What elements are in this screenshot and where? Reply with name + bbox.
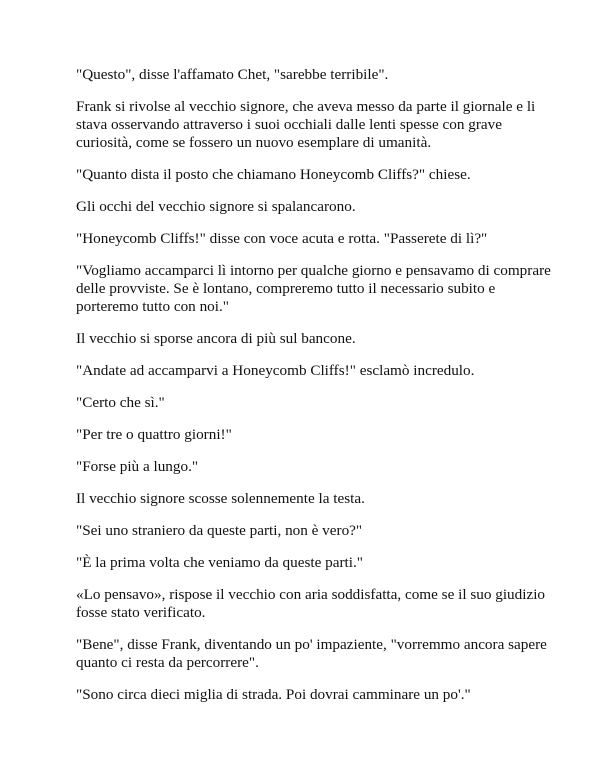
text-body <box>76 66 554 718</box>
paragraph-16: "Bene", disse Frank, diventando un po' impaziente, "vorremmo ancora sapere quanto ci resta da percorrere". <box>76 636 547 671</box>
paragraph-15: «Lo pensavo», rispose il vecchio con aria soddisfatta, come se il suo giudizio fosse stato verificato. <box>76 586 546 621</box>
paragraph-10: "Per tre o quattro giorni!" <box>76 426 232 443</box>
paragraph-14: "È la prima volta che veniamo da queste parti." <box>76 554 363 571</box>
paragraph-12: Il vecchio signore scosse solennemente la testa. <box>76 490 365 507</box>
paragraph-13: "Sei uno straniero da queste parti, non è vero?" <box>76 522 363 539</box>
paragraph-5: "Honeycomb Cliffs!" disse con voce acuta e rotta. "Passerete di lì?" <box>76 230 488 247</box>
paragraph-7: Il vecchio si sporse ancora di più sul bancone. <box>76 330 356 347</box>
paragraph-11: "Forse più a lungo." <box>76 458 199 475</box>
paragraph-1: "Questo", disse l'affamato Chet, "sarebbe terribile". <box>76 66 389 83</box>
paragraph-3: "Quanto dista il posto che chiamano Honeycomb Cliffs?" chiese. <box>76 166 471 183</box>
paragraph-4: Gli occhi del vecchio signore si spalancarono. <box>76 198 356 215</box>
paragraph-8: "Andate ad accamparvi a Honeycomb Cliffs!" esclamò incredulo. <box>76 362 475 379</box>
paragraph-2: Frank si rivolse al vecchio signore, che aveva messo da parte il giornale e li stava osservando attraverso i suoi occhiali dalle lenti spesse con grave curiosità, come se fossero un nuovo esemplare di umanità. <box>76 98 536 151</box>
paragraph-17: "Sono circa dieci miglia di strada. Poi dovrai camminare un po'." <box>76 686 471 703</box>
paragraph-6: "Vogliamo accamparci lì intorno per qualche giorno e pensavamo di comprare delle provviste. Se è lontano, compreremo tutto il necessario subito e porteremo tutto con noi." <box>76 262 551 315</box>
paragraph-9: "Certo che sì." <box>76 394 165 411</box>
